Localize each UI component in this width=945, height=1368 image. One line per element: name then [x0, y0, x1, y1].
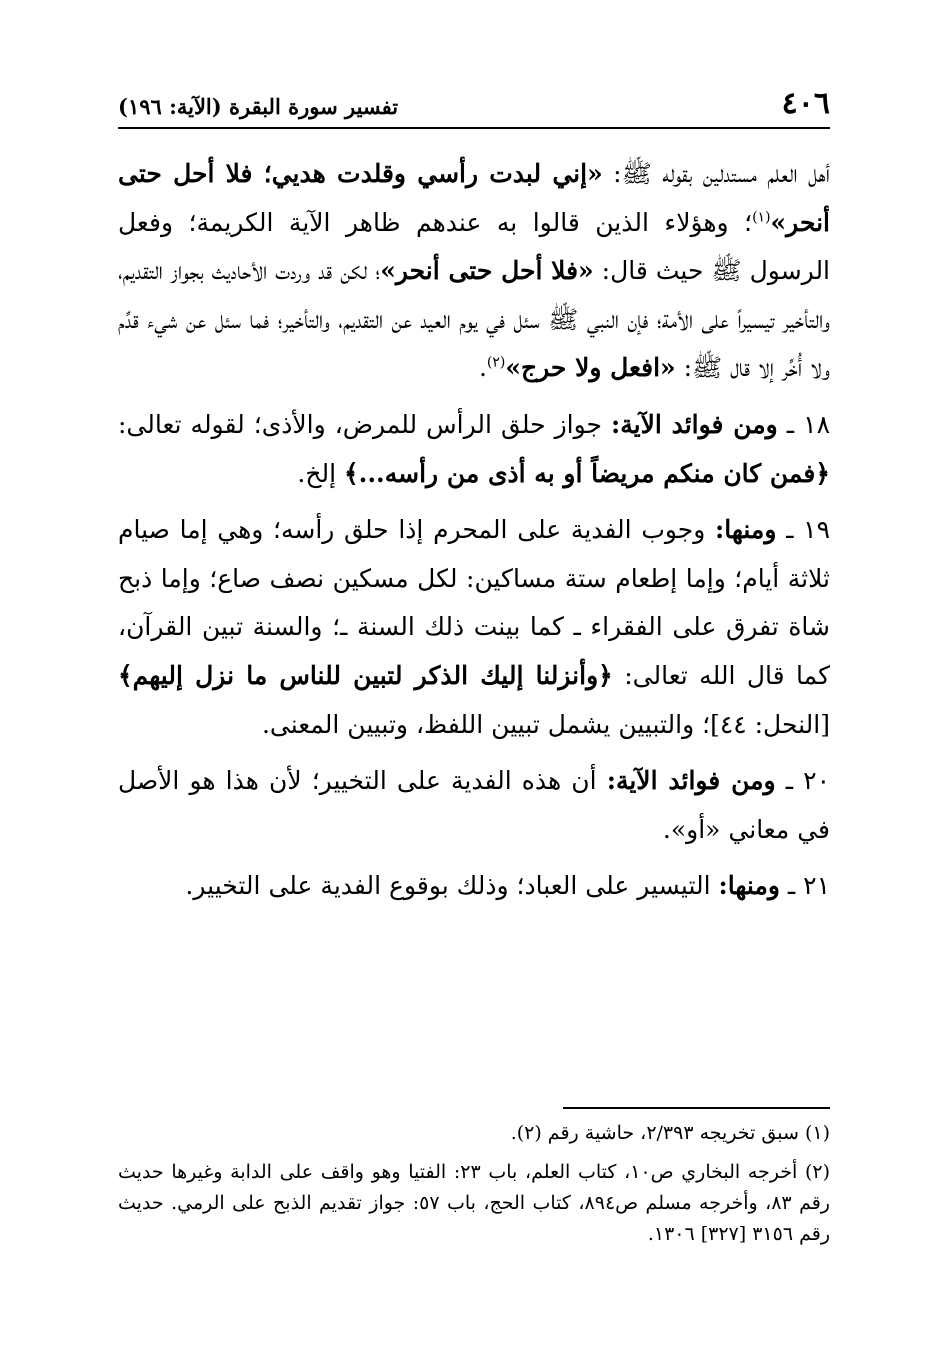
text-run: وجوب الفدية على المحرم إذا حلق رأسه؛ وهي إما صيام ثلاثة أيام؛ وإما إطعام ستة مساكين: لكل مسكين نصف صاع؛ وإما ذبح شاة تفرق على الفقراء ـ كما بينت ذلك السنة ـ؛ والسنة تبين القرآن، كما قال الله تعالى:	[118, 515, 830, 690]
page-header	[118, 86, 830, 122]
text-run: إلخ.	[297, 458, 344, 488]
header-rule	[118, 127, 830, 129]
paragraph-continuation	[118, 150, 830, 393]
text-run: أهل العلم مستدلين بقوله ﷺ:	[602, 159, 830, 188]
item-number: ٢١ ـ	[779, 871, 830, 901]
item-number: ١٨ ـ	[777, 409, 830, 439]
hadith-quote: «فلا أحل حتى أنحر»	[380, 256, 594, 286]
footnotes	[118, 1118, 830, 1250]
footnote-ref-2: (٢)	[486, 355, 506, 372]
paragraph-item-19	[118, 506, 830, 749]
page-number: ٤٠٦	[781, 86, 830, 121]
text-run: جواز حلق الرأس للمرض، والأذى؛ لقوله تعالى:	[118, 409, 612, 439]
item-number: ٢٠ ـ	[775, 766, 830, 796]
body-text	[118, 150, 830, 911]
text-run: أن هذه الفدية على التخيير؛ لأن هذا هو الأصل في معاني «أو».	[118, 766, 830, 844]
item-heading: ومن فوائد الآية:	[611, 409, 778, 439]
hadith-quote: «افعل ولا حرج»	[505, 353, 676, 383]
item-number: ١٩ ـ	[776, 515, 830, 545]
item-heading: ومنها:	[718, 871, 780, 901]
footnote-separator	[563, 1107, 830, 1109]
text-run: [النحل: ٤٤]؛ والتبيين يشمل تبيين اللفظ، وتبيين المعنى.	[261, 709, 830, 739]
footnote-1: (١) سبق تخريجه ٢/٣٩٣، حاشية رقم (٢).	[510, 1122, 830, 1144]
quran-quote: ﴿فمن كان منكم مريضاً أو به أذى من رأسه...﴾	[344, 458, 830, 488]
paragraph-item-21	[118, 862, 830, 911]
text-run: ؛ وهؤلاء الذين قالوا به عندهم ظاهر الآية الكريمة؛ وفعل الرسول ﷺ حيث قال:	[118, 207, 831, 286]
text-run: .	[478, 353, 487, 383]
running-title: تفسير سورة البقرة (الآية: ١٩٦)	[118, 94, 399, 119]
hadith-quote: «إني لبدت رأسي وقلدت هديي؛ فلا أحل حتى أنحر»	[118, 159, 830, 237]
paragraph-item-20	[118, 757, 830, 854]
paragraph-item-18	[118, 401, 830, 498]
text-run: التيسير على العباد؛ وذلك بوقوع الفدية على التخيير.	[185, 871, 719, 901]
item-heading: ومنها:	[715, 515, 777, 545]
item-heading: ومن فوائد الآية:	[606, 766, 776, 796]
quran-quote: ﴿وأنزلنا إليك الذكر لتبين للناس ما نزل إليهم﴾	[118, 660, 613, 690]
text-run: ؛ لكن قد وردت الأحاديث بجواز التقديم، والتأخير تيسيراً على الأمة؛ فإن النبي ﷺ سئل في يوم العيد عن التقديم، والتأخير؛ فما سئل عن شيء قدِّم ولا أُخِّر إلا قال ﷺ:	[118, 256, 830, 383]
footnote-2: (٢) أخرجه البخاري ص١٠، كتاب العلم، باب ٢٣: الفتيا وهو واقف على الدابة وغيرها حديث رقم ٨٣، وأخرجه مسلم ص٨٩٤، كتاب الحج، باب ٥٧: جواز تقديم الذبح على الرمي. حديث رقم ٣١٥٦ [٣٢٧] ١٣٠٦.	[118, 1161, 831, 1245]
footnote-ref-1: (١)	[752, 209, 771, 226]
